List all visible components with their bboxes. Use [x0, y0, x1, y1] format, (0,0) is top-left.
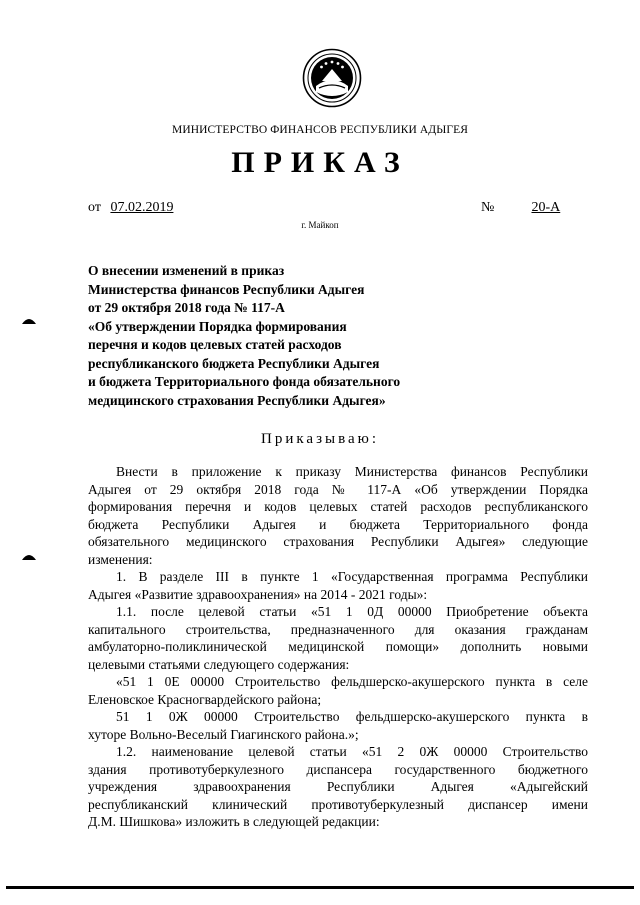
- bottom-rule: [6, 886, 634, 889]
- date-value: 07.02.2019: [110, 200, 174, 215]
- body-line: Адыгея «Развитие здравоохранения» на 2014 - 2021 годы»:: [88, 586, 428, 602]
- subject-line: медицинского страхования Республики Адыгея»: [88, 392, 386, 408]
- subject-line: республиканского бюджета Республики Адыгея: [88, 355, 380, 371]
- binder-hole-mark: [22, 316, 36, 324]
- body-line: изменения:: [88, 551, 153, 567]
- number-line: [481, 200, 586, 216]
- number-prefix: №: [481, 200, 495, 215]
- body-line: Внести в приложение к приказу Министерства финансов Республики: [116, 464, 588, 479]
- subject-line: от 29 октября 2018 года № 117-А: [88, 300, 285, 315]
- body-line: Адыгея от 29 октября 2018 года № 117-А «Об утверждении Порядка: [88, 481, 588, 497]
- subject-line: «Об утверждении Порядка формирования: [88, 318, 347, 334]
- body-line: «51 1 0Е 00000 Строительство фельдшерско-акушерского пункта в селе: [116, 674, 588, 689]
- body-line: 1.1. после целевой статьи «51 1 0Д 00000 Приобретение объекта: [116, 604, 588, 619]
- body-line: хуторе Вольно-Веселый Гиагинского района.»;: [88, 726, 359, 742]
- coat-of-arms-emblem: [302, 48, 362, 108]
- body-line: формирования перечня и кодов целевых статей расходов республиканского: [88, 499, 588, 514]
- subject-line: и бюджета Территориального фонда обязательного: [88, 374, 401, 389]
- body-line: республиканский клинический противотуберкулезный диспансер имени: [88, 796, 588, 812]
- order-word: Приказываю:: [261, 431, 379, 447]
- body-line: 1. В разделе III в пункте 1 «Государственная программа Республики: [116, 569, 588, 584]
- document-body: [88, 463, 588, 831]
- document-title: ПРИКАЗ: [231, 146, 409, 179]
- subject-line: О внесении изменений в приказ: [88, 263, 285, 278]
- body-line: 51 1 0Ж 00000 Строительство фельдшерско-акушерского пункта в: [116, 709, 588, 724]
- subject-line: перечня и кодов целевых статей расходов: [88, 337, 342, 352]
- subject-block: [88, 262, 400, 410]
- body-line: здания противотуберкулезного диспансера государственного бюджетного: [88, 761, 588, 777]
- body-line: обязательного медицинского страхования Республики Адыгея» следующие: [88, 534, 588, 549]
- city-label: г. Майкоп: [301, 220, 339, 230]
- body-line: амбулаторно-поликлинической медицинской помощи» дополнить новыми: [88, 639, 588, 654]
- ministry-name: МИНИСТЕРСТВО ФИНАНСОВ РЕСПУБЛИКИ АДЫГЕЯ: [172, 124, 468, 136]
- body-line: капитального строительства, предназначенного для оказания гражданам: [88, 621, 588, 637]
- body-line: учреждения здравоохранения Республики Адыгея «Адыгейский: [88, 779, 588, 794]
- body-line: 1.2. наименование целевой статьи «51 2 0Ж 00000 Строительство: [116, 744, 588, 759]
- date-prefix: от: [88, 200, 101, 215]
- binder-hole-mark: [22, 552, 36, 560]
- body-line: Д.М. Шишкова» изложить в следующей редакции:: [88, 814, 380, 829]
- subject-line: Министерства финансов Республики Адыгея: [88, 281, 365, 297]
- number-value: 20-А: [531, 200, 561, 215]
- body-line: Еленовское Красногвардейского района;: [88, 691, 322, 707]
- body-line: бюджета Республики Адыгея и бюджета Территориального фонда: [88, 516, 588, 532]
- date-line: [88, 200, 183, 216]
- body-line: целевыми статьями следующего содержания:: [88, 656, 350, 672]
